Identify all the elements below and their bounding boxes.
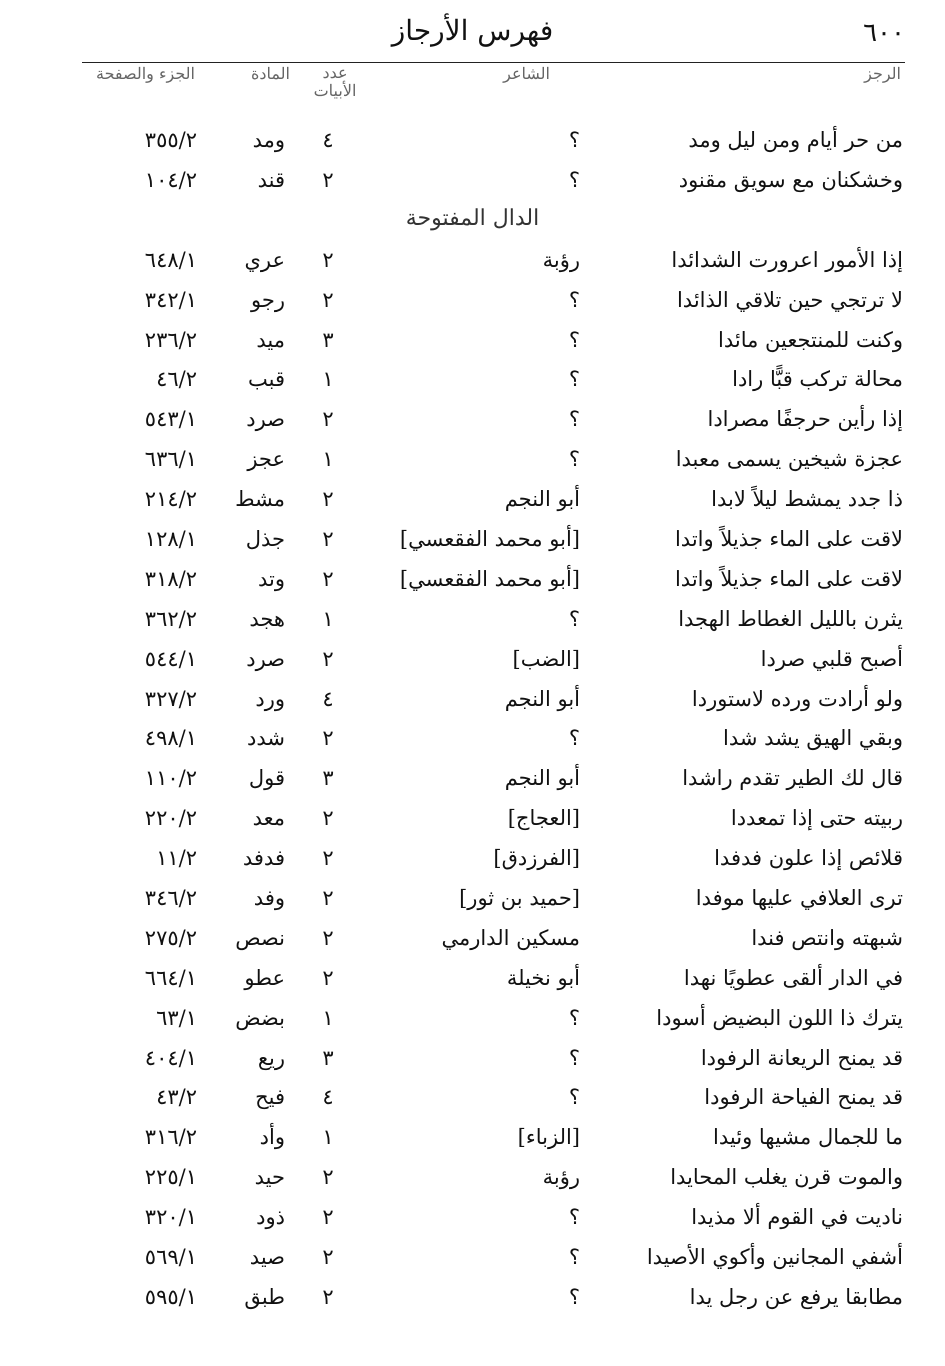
index-row [0, 920, 945, 960]
entries-list [0, 122, 945, 1319]
root-word: مشط [235, 487, 285, 512]
verse-count: ٢ [322, 965, 334, 990]
volume-page-ref: ٦٤٨/١ [144, 247, 197, 272]
verse-count: ٢ [322, 527, 334, 552]
root-word: عجز [247, 447, 285, 472]
index-row [0, 521, 945, 561]
verse-count: ٢ [322, 1245, 334, 1270]
root-word: فيح [255, 1085, 285, 1110]
index-row [0, 481, 945, 521]
verse-count: ٤ [322, 686, 334, 711]
index-row [0, 800, 945, 840]
root-word: معد [252, 806, 285, 831]
root-word: قند [257, 167, 285, 192]
root-word: ذود [256, 1205, 285, 1230]
rajaz-text: مطابقا يرفع عن رجل يدا [689, 1284, 903, 1309]
poet-name: أبو النجم [504, 686, 580, 711]
heading-volume-page: الجزء والصفحة [95, 64, 195, 83]
root-word: ميد [256, 327, 285, 352]
poet-name: أبو النجم [504, 487, 580, 512]
poet-name: ؟ [568, 1284, 580, 1309]
volume-page-ref: ٢١٤/٢ [144, 487, 197, 512]
rajaz-text: محالة تركب قبًّا رادا [732, 367, 903, 392]
volume-page-ref: ٣٢٠/١ [144, 1205, 197, 1230]
root-word: ومد [252, 128, 285, 152]
verse-count: ٢ [322, 806, 334, 831]
poet-name: ؟ [568, 167, 580, 192]
verse-count: ١ [322, 1125, 334, 1150]
verse-count: ٢ [322, 925, 334, 950]
poet-name: [أبو محمد الفقعسي] [399, 527, 580, 552]
index-row [0, 441, 945, 481]
rajaz-text: وخشكنان مع سويق مقنود [678, 167, 903, 192]
rajaz-text: ترى العلافي عليها موفدا [695, 886, 903, 911]
volume-page-ref: ٦٦٤/١ [144, 965, 197, 990]
volume-page-ref: ٣١٨/٢ [144, 566, 197, 591]
verse-count: ٤ [322, 1085, 334, 1110]
root-word: قول [248, 766, 285, 791]
rajaz-text: إذا الأمور اعرورت الشدائدا [671, 247, 903, 272]
volume-page-ref: ٥٤٣/١ [144, 407, 197, 432]
poet-name: [الضب] [512, 646, 580, 671]
index-row [0, 1000, 945, 1040]
root-word: ورد [255, 686, 285, 711]
rajaz-text: وكنت للمنتجعين مائدا [718, 327, 903, 352]
volume-page-ref: ٢٢٥/١ [144, 1165, 197, 1190]
index-row [0, 122, 945, 162]
root-word: وفد [253, 886, 285, 911]
index-row [0, 641, 945, 681]
verse-count: ٢ [322, 566, 334, 591]
rajaz-text: والموت قرن يغلب المحايدا [670, 1165, 903, 1190]
volume-page-ref: ٥٩٥/١ [144, 1284, 197, 1309]
rajaz-text: ما للجمال مشيها وئيدا [713, 1125, 903, 1150]
verse-count: ٢ [322, 646, 334, 671]
verse-count: ٤ [322, 128, 334, 152]
poet-name: أبو النجم [504, 766, 580, 791]
verse-count: ٢ [322, 247, 334, 272]
index-row [0, 162, 945, 202]
index-row [0, 1199, 945, 1239]
running-title: فهرس الأرجاز [391, 14, 554, 47]
rajaz-text: إذا رأين حرجفًا مصرادا [707, 407, 903, 432]
poet-name: ؟ [568, 327, 580, 352]
root-word: شدد [247, 726, 285, 751]
poet-name: ؟ [568, 1045, 580, 1070]
poet-name: [الزباء] [517, 1125, 580, 1150]
heading-verse-count: عدد الأبيات [313, 63, 357, 100]
volume-page-ref: ٤٠٤/١ [144, 1045, 197, 1070]
rajaz-text: عجزة شيخين يسمى معبدا [675, 447, 903, 472]
volume-page-ref: ٣٤٢/١ [144, 287, 197, 312]
poet-name: [أبو محمد الفقعسي] [399, 566, 580, 591]
volume-page-ref: ٦٣/١ [156, 1005, 197, 1030]
volume-page-ref: ٣١٦/٢ [144, 1125, 197, 1150]
volume-page-ref: ٤٣/٢ [156, 1085, 197, 1110]
heading-rajaz: الرجز [864, 64, 901, 83]
volume-page-ref: ٣٦٢/٢ [144, 606, 197, 631]
root-word: فدفد [242, 846, 285, 871]
index-row [0, 840, 945, 880]
volume-page-ref: ١١٠/٢ [144, 766, 197, 791]
volume-page-ref: ١٢٨/١ [144, 527, 197, 552]
root-word: وتد [257, 566, 285, 591]
verse-count: ٢ [322, 1284, 334, 1309]
rajaz-text: قد يمنح الفياحة الرفودا [704, 1085, 903, 1110]
heading-poet: الشاعر [503, 64, 550, 83]
rajaz-text: من حر أيام ومن ليل ومد [688, 128, 903, 152]
root-word: عطو [244, 965, 285, 990]
verse-count: ٢ [322, 287, 334, 312]
poet-name: [حميد بن ثور] [459, 886, 580, 911]
root-word: صيد [249, 1245, 285, 1270]
verse-count: ٢ [322, 846, 334, 871]
volume-page-ref: ٥٤٤/١ [144, 646, 197, 671]
verse-count: ١ [322, 447, 334, 472]
volume-page-ref: ٣٤٦/٢ [144, 886, 197, 911]
poet-name: ؟ [568, 1005, 580, 1030]
header-rule [82, 62, 905, 63]
index-row [0, 1079, 945, 1119]
poet-name: [العجاج] [507, 806, 580, 831]
poet-name: ؟ [568, 1245, 580, 1270]
index-row [0, 760, 945, 800]
rajaz-text: يثرن بالليل الغطاط الهجدا [678, 606, 903, 631]
section-heading: الدال المفتوحة [405, 205, 540, 231]
poet-name: [الفرزدق] [493, 846, 580, 871]
volume-page-ref: ٤٦/٢ [156, 367, 197, 392]
index-row [0, 681, 945, 721]
index-row [0, 322, 945, 362]
index-row [0, 1159, 945, 1199]
index-row [0, 960, 945, 1000]
root-word: جذل [245, 527, 285, 552]
index-row [0, 561, 945, 601]
poet-name: مسكين الدارمي [441, 925, 580, 950]
poet-name: ؟ [568, 447, 580, 472]
poet-name: رؤبة [542, 247, 580, 272]
verse-count: ٢ [322, 167, 334, 192]
root-word: حيد [254, 1165, 285, 1190]
volume-page-ref: ٢٣٦/٢ [144, 327, 197, 352]
verse-count: ٢ [322, 1165, 334, 1190]
page-number: ٦٠٠ [863, 18, 905, 48]
poet-name: ؟ [568, 726, 580, 751]
root-word: طبق [244, 1284, 285, 1309]
verse-count: ٢ [322, 726, 334, 751]
rajaz-text: يترك ذا اللون البضيض أسودا [656, 1005, 903, 1030]
rajaz-text: شبهته وانتص فندا [751, 925, 903, 950]
volume-page-ref: ٣٢٧/٢ [144, 686, 197, 711]
root-word: هجد [249, 606, 285, 631]
rajaz-text: ربيته حتى إذا تمعددا [730, 806, 903, 831]
verse-count: ٢ [322, 1205, 334, 1230]
volume-page-ref: ٥٦٩/١ [144, 1245, 197, 1270]
volume-page-ref: ٤٩٨/١ [144, 726, 197, 751]
root-word: ريع [257, 1045, 285, 1070]
verse-count: ٢ [322, 487, 334, 512]
poet-name: ؟ [568, 1085, 580, 1110]
verse-count: ١ [322, 1005, 334, 1030]
rajaz-text: قال لك الطير تقدم راشدا [682, 766, 903, 791]
verse-count: ١ [322, 367, 334, 392]
root-word: عري [244, 247, 285, 272]
volume-page-ref: ٣٥٥/٢ [144, 128, 197, 152]
root-word: رجو [251, 287, 285, 312]
column-headings [0, 64, 945, 110]
root-word: نصص [235, 925, 285, 950]
rajaz-text: ذا جدد يمشط ليلاً لابدا [711, 487, 903, 512]
root-word: صرد [246, 646, 285, 671]
root-word: بضض [235, 1005, 285, 1030]
rajaz-text: قد يمنح الريعانة الرفودا [700, 1045, 903, 1070]
index-row [0, 282, 945, 322]
index-row [0, 242, 945, 282]
poet-name: ؟ [568, 128, 580, 152]
volume-page-ref: ١١/٢ [156, 846, 197, 871]
poet-name: ؟ [568, 287, 580, 312]
verse-count: ٣ [322, 766, 334, 791]
rajaz-text: قلائص إذا علون فدفدا [714, 846, 903, 871]
rajaz-text: ناديت في القوم ألا مذيدا [691, 1205, 903, 1230]
volume-page-ref: ٢٧٥/٢ [144, 925, 197, 950]
index-row [0, 1239, 945, 1279]
verse-count: ٢ [322, 407, 334, 432]
heading-root: المادة [251, 64, 290, 83]
rajaz-text: وبقي الهيق يشد شدا [723, 726, 903, 751]
poet-name: ؟ [568, 367, 580, 392]
verse-count: ١ [322, 606, 334, 631]
rajaz-text: أشفي المجانين وأكوي الأصيدا [646, 1245, 903, 1270]
index-row [0, 401, 945, 441]
index-row [0, 720, 945, 760]
rajaz-text: أصبح قلبي صردا [760, 646, 903, 671]
verse-count: ٣ [322, 1045, 334, 1070]
index-row [0, 601, 945, 641]
root-word: صرد [246, 407, 285, 432]
volume-page-ref: ٦٣٦/١ [144, 447, 197, 472]
index-row [0, 1119, 945, 1159]
rajaz-text: لاقت على الماء جذيلاً واتدا [674, 566, 903, 591]
root-word: وأد [259, 1125, 285, 1150]
root-word: قبب [248, 367, 285, 392]
index-row [0, 1279, 945, 1319]
index-row [0, 361, 945, 401]
verse-count: ٣ [322, 327, 334, 352]
verse-count: ٢ [322, 886, 334, 911]
volume-page-ref: ٢٢٠/٢ [144, 806, 197, 831]
volume-page-ref: ١٠٤/٢ [144, 167, 197, 192]
index-row [0, 880, 945, 920]
rajaz-text: ولو أرادت ورده لاستوردا [691, 686, 903, 711]
poet-name: ؟ [568, 407, 580, 432]
poet-name: ؟ [568, 1205, 580, 1230]
poet-name: ؟ [568, 606, 580, 631]
poet-name: أبو نخيلة [506, 965, 580, 990]
rajaz-text: لا ترتجي حين تلاقي الذائدا [676, 287, 903, 312]
rajaz-text: في الدار ألقى عطويًا نهدا [683, 965, 903, 990]
poet-name: رؤبة [542, 1165, 580, 1190]
index-row [0, 1040, 945, 1080]
rajaz-text: لاقت على الماء جذيلاً واتدا [674, 527, 903, 552]
